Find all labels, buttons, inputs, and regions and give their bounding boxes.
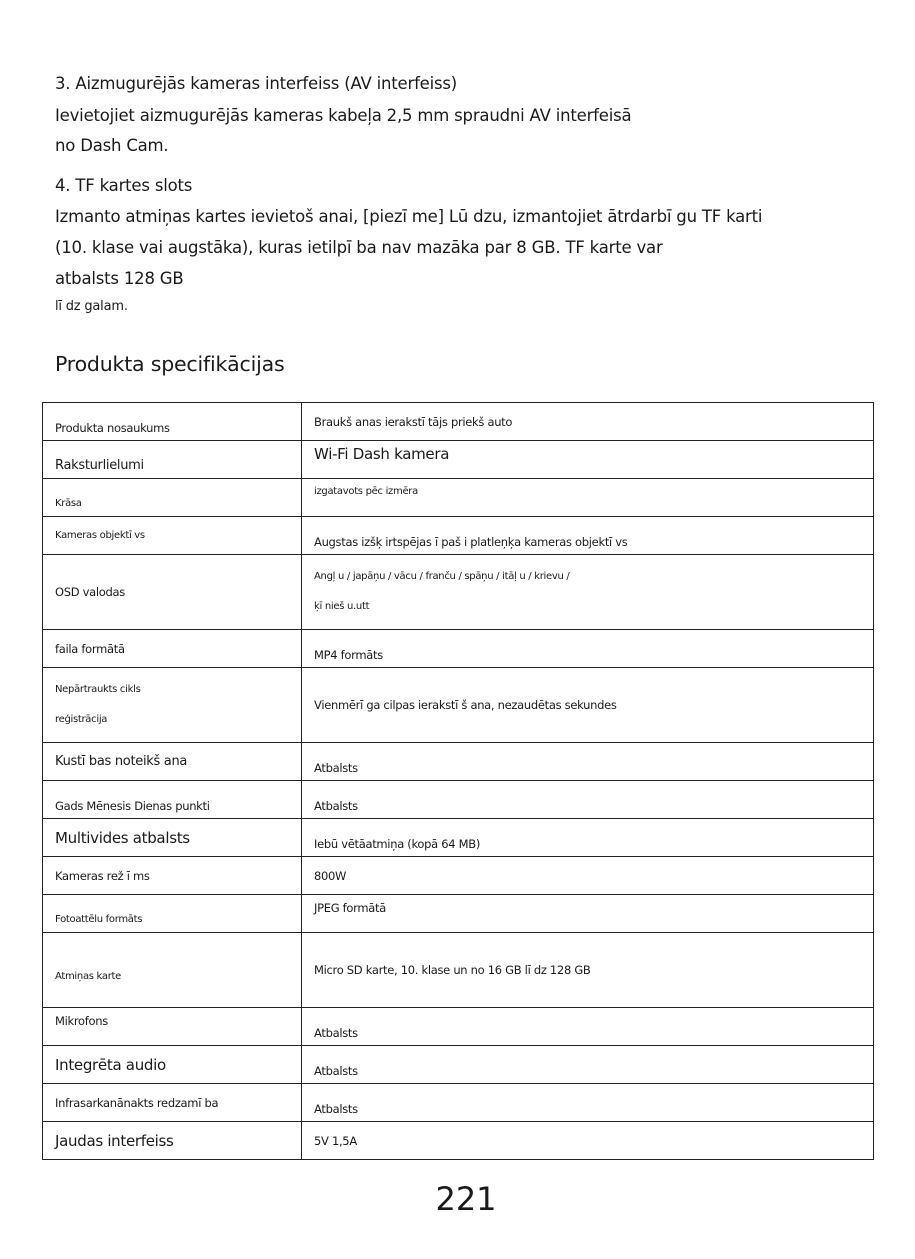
spec-label: Jaudas interfeiss bbox=[43, 1122, 302, 1160]
spec-label: Mikrofons bbox=[43, 1008, 302, 1046]
spec-label: Kameras rež ī ms bbox=[43, 857, 302, 895]
table-row bbox=[43, 857, 874, 895]
spec-value: Atbalsts bbox=[302, 781, 874, 819]
spec-label-line: reģistrācija bbox=[55, 714, 108, 725]
intro-paragraph-line: lī dz galam. bbox=[55, 299, 128, 314]
spec-table bbox=[42, 402, 874, 1160]
spec-value: Micro SD karte, 10. klase un no 16 GB lī dz 128 GB bbox=[302, 933, 874, 1008]
spec-value: izgatavots pēc izmēra bbox=[302, 479, 874, 517]
spec-label: Integrēta audio bbox=[43, 1046, 302, 1084]
table-row bbox=[43, 1008, 874, 1046]
spec-label: Kameras objektī vs bbox=[43, 517, 302, 555]
intro-heading-tf-slot: 4. TF kartes slots bbox=[55, 176, 193, 195]
spec-value bbox=[302, 555, 874, 630]
table-row bbox=[43, 781, 874, 819]
spec-value: Atbalsts bbox=[302, 1046, 874, 1084]
spec-label: faila formātā bbox=[43, 630, 302, 668]
table-row bbox=[43, 933, 874, 1008]
spec-label: Fotoattēlu formāts bbox=[43, 895, 302, 933]
intro-paragraph-line: no Dash Cam. bbox=[55, 136, 169, 155]
spec-label: Gads Mēnesis Dienas punkti bbox=[43, 781, 302, 819]
spec-label: Produkta nosaukums bbox=[43, 403, 302, 441]
spec-label: Krāsa bbox=[43, 479, 302, 517]
spec-value: JPEG formātā bbox=[302, 895, 874, 933]
spec-value: Atbalsts bbox=[302, 743, 874, 781]
table-row bbox=[43, 1084, 874, 1122]
spec-value: Atbalsts bbox=[302, 1008, 874, 1046]
table-row bbox=[43, 668, 874, 743]
spec-label: Multivides atbalsts bbox=[43, 819, 302, 857]
table-row bbox=[43, 895, 874, 933]
page-number: 221 bbox=[435, 1180, 497, 1218]
spec-label: Kustī bas noteikš ana bbox=[43, 743, 302, 781]
table-row bbox=[43, 1122, 874, 1160]
spec-label: OSD valodas bbox=[43, 555, 302, 630]
table-row bbox=[43, 441, 874, 479]
intro-paragraph-line: (10. klase vai augstāka), kuras ietilpī ba nav mazāka par 8 GB. TF karte var bbox=[55, 238, 663, 257]
intro-paragraph-line: Ievietojiet aizmugurējās kameras kabeļa 2,5 mm spraudni AV interfeisā bbox=[55, 106, 632, 125]
spec-label: Raksturlielumi bbox=[43, 441, 302, 479]
table-row bbox=[43, 479, 874, 517]
intro-paragraph-line: Izmanto atmiņas kartes ievietoš anai, [piezī me] Lū dzu, izmantojiet ātrdarbī gu TF karti bbox=[55, 207, 763, 226]
spec-label: Atmiņas karte bbox=[43, 933, 302, 1008]
spec-value: 800W bbox=[302, 857, 874, 895]
table-row bbox=[43, 819, 874, 857]
table-row bbox=[43, 403, 874, 441]
table-row bbox=[43, 743, 874, 781]
spec-value-line: ķī nieš u.utt bbox=[314, 601, 370, 612]
table-row bbox=[43, 1046, 874, 1084]
table-row bbox=[43, 517, 874, 555]
spec-label bbox=[43, 668, 302, 743]
spec-value: Atbalsts bbox=[302, 1084, 874, 1122]
intro-paragraph-line: atbalsts 128 GB bbox=[55, 269, 184, 288]
table-row bbox=[43, 630, 874, 668]
spec-label-line: Nepārtraukts cikls bbox=[55, 684, 141, 695]
spec-label: Infrasarkanānakts redzamī ba bbox=[43, 1084, 302, 1122]
spec-value-line: Angļ u / japāņu / vācu / franču / spāņu / itāļ u / krievu / bbox=[314, 571, 570, 582]
table-row bbox=[43, 555, 874, 630]
spec-value: Vienmērī ga cilpas ierakstī š ana, nezaudētas sekundes bbox=[302, 668, 874, 743]
spec-value: Wi-Fi Dash kamera bbox=[302, 441, 874, 479]
spec-value: Braukš anas ierakstī tājs priekš auto bbox=[302, 403, 874, 441]
intro-heading-av-interface: 3. Aizmugurējās kameras interfeiss (AV interfeiss) bbox=[55, 74, 458, 93]
spec-value: Augstas izšķ irtspējas ī paš i platleņķa kameras objektī vs bbox=[302, 517, 874, 555]
spec-value: Iebū vētāatmiņa (kopā 64 MB) bbox=[302, 819, 874, 857]
spec-value: 5V 1,5A bbox=[302, 1122, 874, 1160]
section-title: Produkta specifikācijas bbox=[55, 352, 285, 376]
spec-value: MP4 formāts bbox=[302, 630, 874, 668]
